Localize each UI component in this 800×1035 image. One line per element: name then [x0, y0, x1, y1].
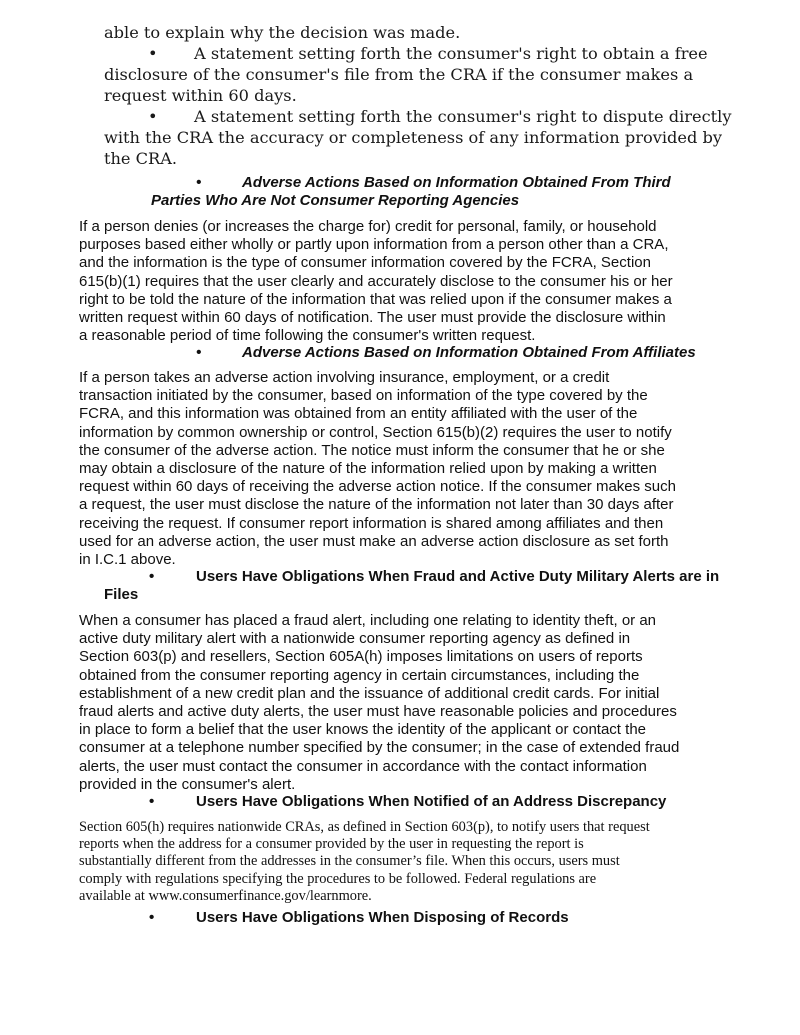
bullet-glyph: •: [149, 793, 155, 810]
text-line: and the information is the type of consumer information covered by the FCRA, Section: [79, 254, 651, 272]
text-line: Section 603(p) and resellers, Section 605A(h) imposes limitations on users of reports: [79, 648, 643, 666]
text-line: Section 605(h) requires nationwide CRAs, as defined in Section 603(p), to notify users that request: [79, 819, 650, 835]
bullet-glyph: •: [148, 44, 158, 63]
text-line: FCRA, and this information was obtained from an entity affiliated with the user of the: [79, 405, 638, 423]
heading-text: Adverse Actions Based on Information Obtained From Affiliates: [242, 344, 696, 361]
heading-fraud-alerts: [149, 568, 719, 586]
text-line: substantially different from the addresses in the consumer’s file. When this occurs, users must: [79, 853, 620, 870]
text-line: the CRA.: [104, 149, 178, 168]
text-line: the consumer of the adverse action. The notice must inform the consumer that he or she: [79, 441, 665, 459]
text-line: obtained from the consumer reporting agency in certain circumstances, including the: [79, 666, 640, 684]
body-fraud-alerts: [79, 612, 679, 794]
text-line: request within 60 days.: [104, 86, 297, 105]
body-address-discrepancy: [79, 819, 650, 905]
text-line: right to be told the nature of the information that was relied upon if the consumer makes a: [79, 290, 672, 308]
heading-third-party-cont: Parties Who Are Not Consumer Reporting Agencies: [151, 192, 520, 209]
text-line: written request within 60 days of notification. The user must provide the disclosure within: [79, 309, 666, 327]
heading-text: Users Have Obligations When Notified of an Address Discrepancy: [196, 793, 667, 810]
text-line: alerts, the user must contact the consumer in accordance with the contact information: [79, 757, 647, 775]
bullet-glyph: •: [149, 568, 155, 585]
text-line: fraud alerts and active duty alerts, the user must have reasonable policies and procedures: [79, 703, 677, 721]
bullet-glyph: •: [148, 107, 158, 126]
text-line: a reasonable period of time following the consumer's written request.: [79, 327, 536, 345]
text-line: establishment of a new credit plan and the issuance of additional credit cards. For initial: [79, 684, 660, 702]
text-line: in place to form a belief that the user knows the identity of the applicant or contact the: [79, 721, 646, 739]
text-line: may obtain a disclosure of the nature of the information relied upon by making a written: [79, 460, 657, 478]
text-line: active duty military alert with a nationwide consumer reporting agency as defined in: [79, 630, 631, 648]
text-line: If a person denies (or increases the charge for) credit for personal, family, or household: [79, 218, 657, 235]
bullet-glyph: •: [149, 909, 155, 926]
body-affiliates: [79, 369, 676, 569]
text-line: disclosure of the consumer's file from the CRA if the consumer makes a: [104, 65, 694, 84]
text-line: provided in the consumer's alert.: [79, 775, 296, 793]
text-line: able to explain why the decision was made.: [104, 23, 461, 42]
text-line: transaction initiated by the consumer, based on information of the type covered by the: [79, 387, 648, 405]
bullet-item: [104, 106, 732, 127]
heading-text: Users Have Obligations When Fraud and Active Duty Military Alerts are in: [196, 568, 720, 585]
text-line: a request, the user must disclose the nature of the information not later than 30 days after: [79, 496, 674, 514]
text-line: consumer at a telephone number specified by the consumer; in the case of extended fraud: [79, 739, 680, 757]
heading-third-party: [196, 174, 671, 192]
text-line: receiving the request. If consumer report information is shared among affiliates and then: [79, 514, 664, 532]
text-line: 615(b)(1) requires that the user clearly and accurately disclose to the consumer his or her: [79, 272, 673, 290]
body-third-party: [79, 218, 673, 345]
heading-text: Adverse Actions Based on Information Obtained From Third: [242, 174, 671, 191]
text-line: purposes based either wholly or partly upon information from a person other than a CRA,: [79, 236, 669, 254]
heading-affiliates: [196, 344, 696, 362]
bullet-text: A statement setting forth the consumer's right to dispute directly: [194, 107, 732, 126]
text-line: request within 60 days of receiving the adverse action notice. If the consumer makes such: [79, 478, 676, 496]
text-line: comply with regulations specifying the procedures to be followed. Federal regulations are: [79, 870, 597, 887]
bullet-item: [104, 43, 732, 64]
text-line: available at www.consumerfinance.gov/learnmore.: [79, 887, 372, 904]
heading-address-discrepancy: [149, 793, 666, 811]
text-line: in I.C.1 above.: [79, 551, 176, 569]
heading-disposing-records: [149, 909, 569, 927]
bullet-glyph: •: [196, 344, 202, 361]
heading-text: Users Have Obligations When Disposing of Records: [196, 909, 569, 926]
text-line: reports when the address for a consumer provided by the user in requesting the report is: [79, 836, 584, 853]
text-line: If a person takes an adverse action involving insurance, employment, or a credit: [79, 369, 610, 386]
text-line: information by common ownership or control, Section 615(b)(2) requires the user to notify: [79, 423, 672, 441]
bullet-text: A statement setting forth the consumer's right to obtain a free: [194, 44, 708, 63]
bullet-glyph: •: [196, 174, 202, 191]
text-line: When a consumer has placed a fraud alert, including one relating to identity theft, or an: [79, 612, 657, 629]
text-line: used for an adverse action, the user must make an adverse action disclosure as set forth: [79, 532, 669, 550]
heading-fraud-alerts-cont: Files: [104, 586, 139, 603]
text-line: with the CRA the accuracy or completeness of any information provided by: [104, 128, 722, 147]
top-continuation-block: [104, 22, 732, 169]
